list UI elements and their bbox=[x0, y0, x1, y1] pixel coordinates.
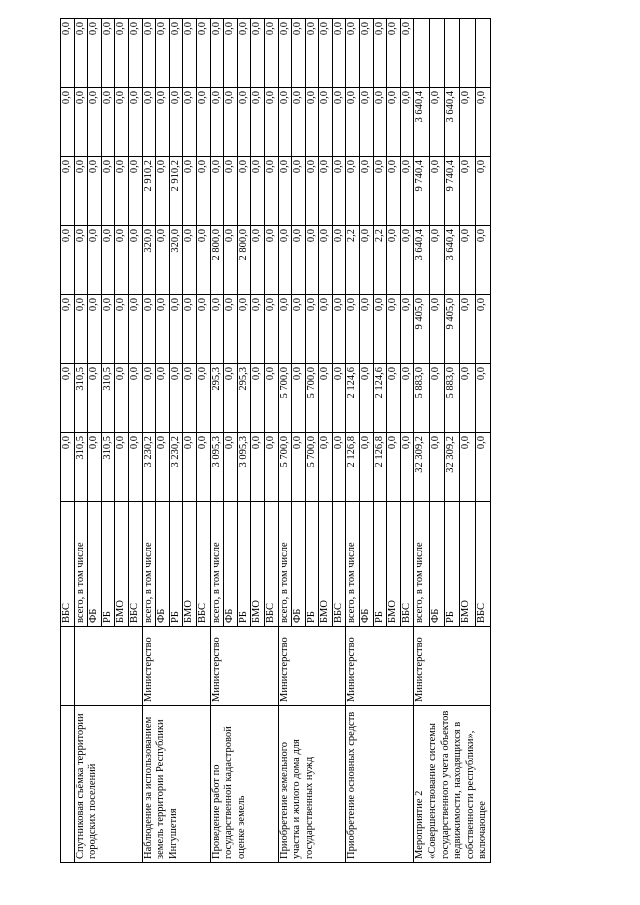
amount-cell: 0,0 bbox=[373, 156, 387, 225]
amount-cell: 0,0 bbox=[183, 363, 197, 432]
amount-cell: 0,0 bbox=[332, 363, 346, 432]
amount-cell: 0,0 bbox=[332, 432, 346, 501]
amount-cell: 0,0 bbox=[115, 294, 129, 363]
amount-cell: 0,0 bbox=[264, 294, 278, 363]
amount-cell: 3 230,2 bbox=[169, 432, 183, 501]
activity-name-cell: Наблюдение за использованием земель территории Республики Ингушетия bbox=[142, 705, 210, 862]
amount-cell: 0,0 bbox=[264, 87, 278, 156]
amount-cell: 0,0 bbox=[142, 18, 156, 87]
amount-cell: 0,0 bbox=[460, 87, 475, 156]
table-row bbox=[74, 18, 88, 862]
amount-cell: 0,0 bbox=[429, 363, 444, 432]
amount-cell: 0,0 bbox=[88, 18, 102, 87]
amount-cell: 0,0 bbox=[292, 156, 306, 225]
amount-cell: 0,0 bbox=[251, 225, 265, 294]
amount-cell: 3 640,4 bbox=[414, 87, 429, 156]
amount-cell: 0,0 bbox=[305, 225, 319, 294]
amount-cell: 0,0 bbox=[429, 432, 444, 501]
amount-cell: 0,0 bbox=[88, 156, 102, 225]
table-row bbox=[278, 18, 292, 862]
amount-cell: 0,0 bbox=[61, 432, 75, 501]
amount-cell bbox=[460, 18, 475, 87]
amount-cell: 0,0 bbox=[210, 294, 224, 363]
amount-cell: 0,0 bbox=[115, 156, 129, 225]
amount-cell: 0,0 bbox=[319, 363, 333, 432]
amount-cell: 0,0 bbox=[264, 225, 278, 294]
amount-cell: 0,0 bbox=[196, 156, 210, 225]
amount-cell: 0,0 bbox=[332, 225, 346, 294]
amount-cell: 0,0 bbox=[360, 18, 374, 87]
amount-cell: 0,0 bbox=[115, 87, 129, 156]
amount-cell: 0,0 bbox=[156, 156, 170, 225]
amount-cell: 0,0 bbox=[305, 156, 319, 225]
budget-table-body bbox=[61, 18, 491, 862]
activity-name-cell: Проведение работ по государственной кадастровой оценке земель bbox=[210, 705, 278, 862]
amount-cell: 0,0 bbox=[128, 225, 142, 294]
amount-cell: 0,0 bbox=[128, 18, 142, 87]
amount-cell: 32 309,2 bbox=[445, 432, 460, 501]
amount-cell: 0,0 bbox=[292, 18, 306, 87]
amount-cell: 0,0 bbox=[400, 432, 414, 501]
amount-cell: 0,0 bbox=[305, 18, 319, 87]
amount-cell: 0,0 bbox=[88, 294, 102, 363]
amount-cell: 0,0 bbox=[210, 87, 224, 156]
amount-cell: 2 124,6 bbox=[346, 363, 360, 432]
amount-cell: 0,0 bbox=[400, 18, 414, 87]
amount-cell: 0,0 bbox=[400, 156, 414, 225]
amount-cell: 0,0 bbox=[387, 294, 401, 363]
amount-cell: 0,0 bbox=[319, 294, 333, 363]
amount-cell: 0,0 bbox=[251, 87, 265, 156]
funding-source-cell: ВБС bbox=[61, 501, 75, 626]
amount-cell: 0,0 bbox=[278, 225, 292, 294]
amount-cell: 0,0 bbox=[61, 363, 75, 432]
funding-source-cell: ВБС bbox=[475, 501, 490, 626]
amount-cell: 310,5 bbox=[101, 432, 115, 501]
amount-cell: 0,0 bbox=[183, 225, 197, 294]
amount-cell: 0,0 bbox=[156, 225, 170, 294]
amount-cell: 0,0 bbox=[142, 294, 156, 363]
amount-cell: 0,0 bbox=[61, 156, 75, 225]
funding-source-cell: РБ bbox=[169, 501, 183, 626]
amount-cell: 0,0 bbox=[319, 432, 333, 501]
amount-cell: 0,0 bbox=[88, 225, 102, 294]
amount-cell: 0,0 bbox=[387, 225, 401, 294]
amount-cell: 310,5 bbox=[101, 363, 115, 432]
amount-cell: 0,0 bbox=[183, 87, 197, 156]
amount-cell: 0,0 bbox=[264, 18, 278, 87]
amount-cell bbox=[414, 18, 429, 87]
amount-cell: 2,2 bbox=[373, 225, 387, 294]
amount-cell: 295,3 bbox=[210, 363, 224, 432]
amount-cell: 9 740,4 bbox=[414, 156, 429, 225]
amount-cell: 0,0 bbox=[400, 87, 414, 156]
amount-cell: 0,0 bbox=[196, 18, 210, 87]
table-row bbox=[142, 18, 156, 862]
funding-source-cell: БМО bbox=[319, 501, 333, 626]
amount-cell: 0,0 bbox=[251, 156, 265, 225]
amount-cell: 0,0 bbox=[387, 87, 401, 156]
amount-cell: 0,0 bbox=[74, 225, 88, 294]
amount-cell: 0,0 bbox=[400, 225, 414, 294]
executor-cell: Министерство bbox=[346, 626, 414, 705]
amount-cell: 5 700,0 bbox=[305, 432, 319, 501]
funding-source-cell: ФБ bbox=[224, 501, 238, 626]
amount-cell: 0,0 bbox=[292, 87, 306, 156]
amount-cell: 0,0 bbox=[61, 294, 75, 363]
amount-cell: 0,0 bbox=[251, 294, 265, 363]
amount-cell: 2,2 bbox=[346, 225, 360, 294]
amount-cell: 0,0 bbox=[319, 87, 333, 156]
amount-cell: 0,0 bbox=[74, 156, 88, 225]
activity-name-cell: Приобретение земельного участка и жилого дома для государственных нужд bbox=[278, 705, 346, 862]
funding-source-cell: всего, в том числе bbox=[142, 501, 156, 626]
amount-cell: 2 910,2 bbox=[169, 156, 183, 225]
amount-cell: 0,0 bbox=[305, 294, 319, 363]
amount-cell: 0,0 bbox=[128, 156, 142, 225]
table-row bbox=[346, 18, 360, 862]
amount-cell: 0,0 bbox=[196, 432, 210, 501]
amount-cell: 3 640,4 bbox=[445, 225, 460, 294]
amount-cell: 0,0 bbox=[475, 363, 490, 432]
amount-cell: 0,0 bbox=[319, 18, 333, 87]
amount-cell: 0,0 bbox=[156, 294, 170, 363]
amount-cell bbox=[429, 18, 444, 87]
amount-cell: 0,0 bbox=[429, 87, 444, 156]
amount-cell: 0,0 bbox=[292, 294, 306, 363]
amount-cell: 0,0 bbox=[387, 363, 401, 432]
amount-cell: 3 095,3 bbox=[237, 432, 251, 501]
amount-cell: 310,5 bbox=[74, 363, 88, 432]
amount-cell: 0,0 bbox=[360, 432, 374, 501]
amount-cell: 0,0 bbox=[429, 294, 444, 363]
amount-cell: 310,5 bbox=[74, 432, 88, 501]
amount-cell: 0,0 bbox=[332, 87, 346, 156]
amount-cell: 0,0 bbox=[332, 294, 346, 363]
amount-cell: 0,0 bbox=[429, 225, 444, 294]
amount-cell: 0,0 bbox=[183, 18, 197, 87]
amount-cell: 0,0 bbox=[196, 225, 210, 294]
activity-name-cell: Мероприятие 2 «Совершенствование системы государственного учета объектов недвижимости, находящихся в собственности республики», включающее bbox=[414, 705, 491, 862]
amount-cell: 320,0 bbox=[169, 225, 183, 294]
amount-cell: 0,0 bbox=[169, 294, 183, 363]
amount-cell: 0,0 bbox=[278, 156, 292, 225]
amount-cell: 0,0 bbox=[101, 87, 115, 156]
amount-cell: 0,0 bbox=[101, 156, 115, 225]
amount-cell: 0,0 bbox=[332, 156, 346, 225]
amount-cell: 0,0 bbox=[264, 363, 278, 432]
amount-cell: 32 309,2 bbox=[414, 432, 429, 501]
funding-source-cell: БМО bbox=[115, 501, 129, 626]
amount-cell: 0,0 bbox=[373, 294, 387, 363]
amount-cell: 0,0 bbox=[460, 363, 475, 432]
amount-cell: 0,0 bbox=[169, 363, 183, 432]
amount-cell: 0,0 bbox=[61, 18, 75, 87]
amount-cell: 0,0 bbox=[74, 87, 88, 156]
amount-cell: 0,0 bbox=[278, 87, 292, 156]
amount-cell: 0,0 bbox=[142, 87, 156, 156]
funding-source-cell: ФБ bbox=[88, 501, 102, 626]
amount-cell: 0,0 bbox=[115, 363, 129, 432]
amount-cell: 0,0 bbox=[460, 225, 475, 294]
amount-cell: 3 640,4 bbox=[414, 225, 429, 294]
amount-cell: 2 800,0 bbox=[210, 225, 224, 294]
amount-cell: 0,0 bbox=[224, 18, 238, 87]
activity-name-cell: Спутниковая съёмка территории городских поселений bbox=[74, 705, 142, 862]
table-row bbox=[61, 18, 75, 862]
amount-cell: 0,0 bbox=[61, 225, 75, 294]
amount-cell: 0,0 bbox=[387, 18, 401, 87]
amount-cell: 0,0 bbox=[429, 156, 444, 225]
amount-cell: 5 700,0 bbox=[305, 363, 319, 432]
amount-cell: 0,0 bbox=[115, 225, 129, 294]
amount-cell: 3 640,4 bbox=[445, 87, 460, 156]
amount-cell: 5 700,0 bbox=[278, 363, 292, 432]
amount-cell: 0,0 bbox=[346, 156, 360, 225]
amount-cell: 0,0 bbox=[224, 432, 238, 501]
amount-cell: 0,0 bbox=[237, 87, 251, 156]
amount-cell: 0,0 bbox=[183, 156, 197, 225]
amount-cell: 0,0 bbox=[305, 87, 319, 156]
amount-cell: 295,3 bbox=[237, 363, 251, 432]
executor-cell: Министерство bbox=[414, 626, 491, 705]
amount-cell: 0,0 bbox=[115, 18, 129, 87]
funding-source-cell: ФБ bbox=[429, 501, 444, 626]
amount-cell: 0,0 bbox=[360, 294, 374, 363]
funding-source-cell: ФБ bbox=[156, 501, 170, 626]
amount-cell: 0,0 bbox=[373, 87, 387, 156]
funding-source-cell: всего, в том числе bbox=[346, 501, 360, 626]
table-row bbox=[210, 18, 224, 862]
amount-cell: 0,0 bbox=[156, 87, 170, 156]
amount-cell: 5 883,0 bbox=[414, 363, 429, 432]
amount-cell: 0,0 bbox=[224, 294, 238, 363]
funding-source-cell: ВБС bbox=[196, 501, 210, 626]
amount-cell: 0,0 bbox=[360, 363, 374, 432]
amount-cell: 2 800,0 bbox=[237, 225, 251, 294]
funding-source-cell: РБ bbox=[101, 501, 115, 626]
amount-cell: 0,0 bbox=[237, 18, 251, 87]
amount-cell: 0,0 bbox=[74, 294, 88, 363]
amount-cell: 0,0 bbox=[115, 432, 129, 501]
amount-cell bbox=[445, 18, 460, 87]
amount-cell bbox=[475, 18, 490, 87]
amount-cell: 0,0 bbox=[237, 294, 251, 363]
amount-cell: 0,0 bbox=[156, 363, 170, 432]
amount-cell: 3 095,3 bbox=[210, 432, 224, 501]
amount-cell: 0,0 bbox=[360, 156, 374, 225]
funding-source-cell: РБ bbox=[237, 501, 251, 626]
amount-cell: 0,0 bbox=[460, 432, 475, 501]
amount-cell: 0,0 bbox=[264, 432, 278, 501]
amount-cell: 0,0 bbox=[183, 432, 197, 501]
amount-cell: 0,0 bbox=[224, 225, 238, 294]
amount-cell: 0,0 bbox=[346, 294, 360, 363]
amount-cell: 9 405,0 bbox=[414, 294, 429, 363]
amount-cell: 0,0 bbox=[101, 18, 115, 87]
amount-cell: 0,0 bbox=[460, 156, 475, 225]
amount-cell: 0,0 bbox=[61, 87, 75, 156]
amount-cell: 0,0 bbox=[387, 432, 401, 501]
activity-name-cell bbox=[61, 705, 75, 862]
executor-cell: Министерство bbox=[278, 626, 346, 705]
amount-cell: 3 230,2 bbox=[142, 432, 156, 501]
funding-source-cell: всего, в том числе bbox=[278, 501, 292, 626]
funding-source-cell: РБ bbox=[373, 501, 387, 626]
amount-cell: 0,0 bbox=[475, 156, 490, 225]
amount-cell: 0,0 bbox=[224, 156, 238, 225]
funding-source-cell: БМО bbox=[183, 501, 197, 626]
amount-cell: 0,0 bbox=[400, 363, 414, 432]
amount-cell: 0,0 bbox=[224, 87, 238, 156]
amount-cell: 0,0 bbox=[251, 432, 265, 501]
amount-cell: 0,0 bbox=[156, 432, 170, 501]
amount-cell: 0,0 bbox=[360, 225, 374, 294]
funding-source-cell: БМО bbox=[251, 501, 265, 626]
amount-cell: 0,0 bbox=[196, 294, 210, 363]
funding-source-cell: БМО bbox=[460, 501, 475, 626]
amount-cell: 9 740,4 bbox=[445, 156, 460, 225]
amount-cell: 0,0 bbox=[169, 87, 183, 156]
funding-source-cell: ФБ bbox=[292, 501, 306, 626]
amount-cell: 0,0 bbox=[278, 18, 292, 87]
amount-cell: 0,0 bbox=[88, 87, 102, 156]
amount-cell: 0,0 bbox=[251, 18, 265, 87]
amount-cell: 0,0 bbox=[196, 363, 210, 432]
funding-source-cell: ФБ bbox=[360, 501, 374, 626]
amount-cell: 0,0 bbox=[128, 87, 142, 156]
funding-source-cell: ВБС bbox=[400, 501, 414, 626]
amount-cell: 0,0 bbox=[128, 294, 142, 363]
amount-cell: 0,0 bbox=[475, 225, 490, 294]
amount-cell: 0,0 bbox=[460, 294, 475, 363]
amount-cell: 0,0 bbox=[128, 432, 142, 501]
executor-cell: Министерство bbox=[142, 626, 210, 705]
funding-source-cell: всего, в том числе bbox=[210, 501, 224, 626]
funding-source-cell: ВБС bbox=[332, 501, 346, 626]
amount-cell: 0,0 bbox=[237, 156, 251, 225]
amount-cell: 0,0 bbox=[210, 156, 224, 225]
amount-cell: 0,0 bbox=[373, 18, 387, 87]
amount-cell: 0,0 bbox=[101, 294, 115, 363]
amount-cell: 2 124,6 bbox=[373, 363, 387, 432]
amount-cell: 0,0 bbox=[156, 18, 170, 87]
amount-cell: 0,0 bbox=[360, 87, 374, 156]
funding-source-cell: ВБС bbox=[264, 501, 278, 626]
amount-cell: 0,0 bbox=[319, 156, 333, 225]
amount-cell: 0,0 bbox=[292, 432, 306, 501]
funding-source-cell: БМО bbox=[387, 501, 401, 626]
amount-cell: 0,0 bbox=[475, 294, 490, 363]
funding-source-cell: РБ bbox=[445, 501, 460, 626]
amount-cell: 2 126,8 bbox=[373, 432, 387, 501]
amount-cell: 0,0 bbox=[278, 294, 292, 363]
amount-cell: 0,0 bbox=[332, 18, 346, 87]
amount-cell: 0,0 bbox=[319, 225, 333, 294]
budget-table bbox=[60, 18, 491, 863]
funding-source-cell: всего, в том числе bbox=[414, 501, 429, 626]
amount-cell: 9 405,0 bbox=[445, 294, 460, 363]
amount-cell: 0,0 bbox=[169, 18, 183, 87]
amount-cell: 0,0 bbox=[196, 87, 210, 156]
executor-cell: Министерство bbox=[210, 626, 278, 705]
amount-cell: 0,0 bbox=[292, 225, 306, 294]
amount-cell: 5 700,0 bbox=[278, 432, 292, 501]
amount-cell: 0,0 bbox=[74, 18, 88, 87]
amount-cell: 0,0 bbox=[224, 363, 238, 432]
amount-cell: 0,0 bbox=[475, 432, 490, 501]
amount-cell: 0,0 bbox=[475, 87, 490, 156]
amount-cell: 0,0 bbox=[346, 18, 360, 87]
amount-cell: 2 126,8 bbox=[346, 432, 360, 501]
amount-cell: 0,0 bbox=[210, 18, 224, 87]
amount-cell: 0,0 bbox=[292, 363, 306, 432]
amount-cell: 5 883,0 bbox=[445, 363, 460, 432]
amount-cell: 0,0 bbox=[400, 294, 414, 363]
funding-source-cell: всего, в том числе bbox=[74, 501, 88, 626]
table-row bbox=[414, 18, 429, 862]
amount-cell: 320,0 bbox=[142, 225, 156, 294]
amount-cell: 0,0 bbox=[88, 432, 102, 501]
amount-cell: 0,0 bbox=[264, 156, 278, 225]
amount-cell: 0,0 bbox=[88, 363, 102, 432]
amount-cell: 2 910,2 bbox=[142, 156, 156, 225]
amount-cell: 0,0 bbox=[387, 156, 401, 225]
rotated-page bbox=[60, 21, 580, 863]
funding-source-cell: ВБС bbox=[128, 501, 142, 626]
amount-cell: 0,0 bbox=[142, 363, 156, 432]
amount-cell: 0,0 bbox=[251, 363, 265, 432]
amount-cell: 0,0 bbox=[183, 294, 197, 363]
executor-cell bbox=[61, 626, 75, 705]
executor-cell bbox=[74, 626, 142, 705]
amount-cell: 0,0 bbox=[128, 363, 142, 432]
activity-name-cell: Приобретение основных средств bbox=[346, 705, 414, 862]
amount-cell: 0,0 bbox=[346, 87, 360, 156]
amount-cell: 0,0 bbox=[101, 225, 115, 294]
funding-source-cell: РБ bbox=[305, 501, 319, 626]
